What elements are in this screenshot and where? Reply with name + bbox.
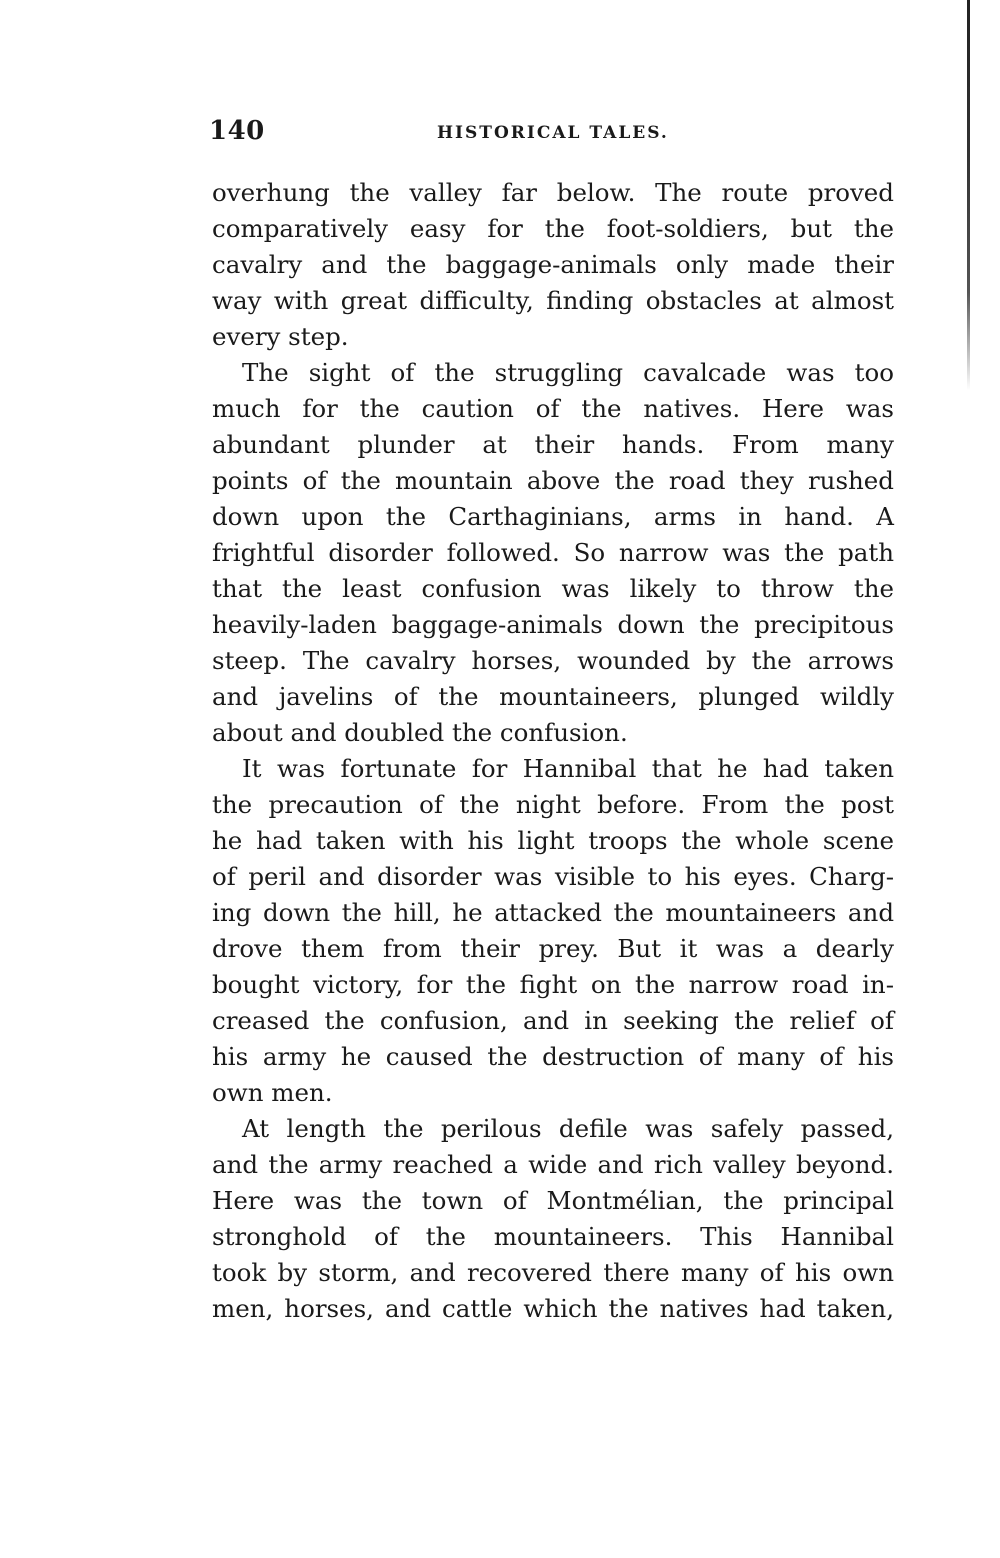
text-line: that the least confusion was likely to throw the xyxy=(212,574,894,603)
text-line: ing down the hill, he attacked the mountaineers and xyxy=(212,898,894,927)
running-title: HISTORICAL TALES. xyxy=(437,123,669,143)
paragraph xyxy=(212,355,894,751)
text-line: cavalry and the baggage-animals only made their xyxy=(212,250,894,279)
text-line: much for the caution of the natives. Here was xyxy=(212,394,894,423)
text-line: down upon the Carthaginians, arms in hand. A xyxy=(212,502,894,531)
text-line: drove them from their prey. But it was a dearly xyxy=(212,934,894,963)
text-line: stronghold of the mountaineers. This Hannibal xyxy=(212,1222,894,1251)
text-line: his army he caused the destruction of many of his xyxy=(212,1042,894,1071)
text-line: abundant plunder at their hands. From many xyxy=(212,430,894,459)
text-line: At length the perilous defile was safely passed, xyxy=(242,1114,894,1143)
text-line: he had taken with his light troops the whole scene xyxy=(212,826,894,855)
text-line: men, horses, and cattle which the natives had taken, xyxy=(212,1294,894,1323)
text-line: way with great difficulty, finding obstacles at almost xyxy=(212,286,894,315)
text-line: comparatively easy for the foot-soldiers, but the xyxy=(212,214,894,243)
text-line: and javelins of the mountaineers, plunged wildly xyxy=(212,682,894,711)
text-line: It was fortunate for Hannibal that he had taken xyxy=(242,754,894,783)
text-line: Here was the town of Montmélian, the principal xyxy=(212,1186,894,1215)
text-line: the precaution of the night before. From the post xyxy=(212,790,894,819)
text-line: took by storm, and recovered there many of his own xyxy=(212,1258,894,1287)
text-line: frightful disorder followed. So narrow was the path xyxy=(212,538,894,567)
page-header xyxy=(209,116,894,152)
text-line: overhung the valley far below. The route proved xyxy=(212,178,894,207)
paragraph xyxy=(212,175,894,355)
paragraph xyxy=(212,751,894,1111)
text-line: every step. xyxy=(212,322,349,351)
text-line: The sight of the struggling cavalcade was too xyxy=(242,358,894,387)
text-line: and the army reached a wide and rich valley beyond. xyxy=(212,1150,894,1179)
text-line: about and doubled the confusion. xyxy=(212,718,628,747)
text-line: bought victory, for the fight on the narrow road in- xyxy=(212,970,894,999)
text-line: of peril and disorder was visible to his eyes. Charg- xyxy=(212,862,894,891)
text-line: steep. The cavalry horses, wounded by the arrows xyxy=(212,646,894,675)
text-line: creased the confusion, and in seeking the relief of xyxy=(212,1006,894,1035)
page-number: 140 xyxy=(209,116,265,146)
paragraph xyxy=(212,1111,894,1327)
text-line: own men. xyxy=(212,1078,333,1107)
text-line: points of the mountain above the road they rushed xyxy=(212,466,894,495)
body-text xyxy=(212,175,894,1327)
text-line: heavily-laden baggage-animals down the precipitous xyxy=(212,610,894,639)
scan-edge-shadow xyxy=(967,0,970,390)
